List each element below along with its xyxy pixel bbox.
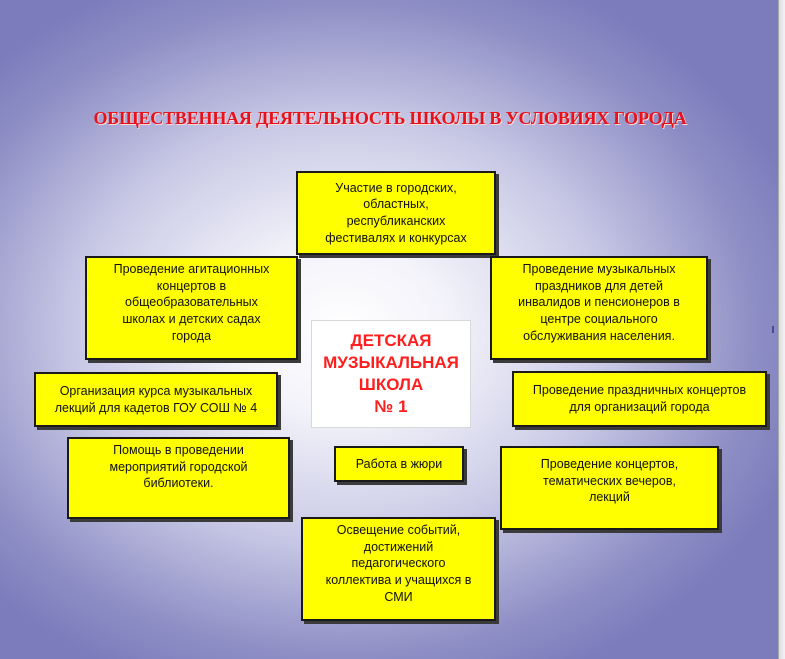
- window-edge: [778, 0, 785, 659]
- box-holiday-concerts: Проведение праздничных концертов для организаций города: [512, 371, 767, 427]
- box-concerts-evenings: Проведение концертов, тематических вечеров, лекций: [500, 446, 719, 530]
- box-jury: Работа в жюри: [334, 446, 464, 482]
- box-library-help: Помощь в проведении мероприятий городской библиотеки.: [67, 437, 290, 519]
- edge-tick: [772, 326, 774, 333]
- box-agitation-concerts: Проведение агитационных концертов в общеобразовательных школах и детских садах города: [85, 256, 298, 360]
- box-media-coverage: Освещение событий, достижений педагогического коллектива и учащихся в СМИ: [301, 517, 496, 621]
- box-lectures-cadets: Организация курса музыкальных лекций для кадетов ГОУ СОШ № 4: [34, 372, 278, 427]
- box-festivals: Участие в городских, областных, республиканских фестивалях и конкурсах: [296, 171, 496, 255]
- diagram-title: ОБЩЕСТВЕННАЯ ДЕЯТЕЛЬНОСТЬ ШКОЛЫ В УСЛОВИЯХ ГОРОДА: [93, 108, 687, 128]
- center-school-title: ДЕТСКАЯ МУЗЫКАЛЬНАЯ ШКОЛА № 1: [311, 320, 471, 428]
- box-holidays-disabled: Проведение музыкальных праздников для детей инвалидов и пенсионеров в центре социального обслуживания населения.: [490, 256, 708, 360]
